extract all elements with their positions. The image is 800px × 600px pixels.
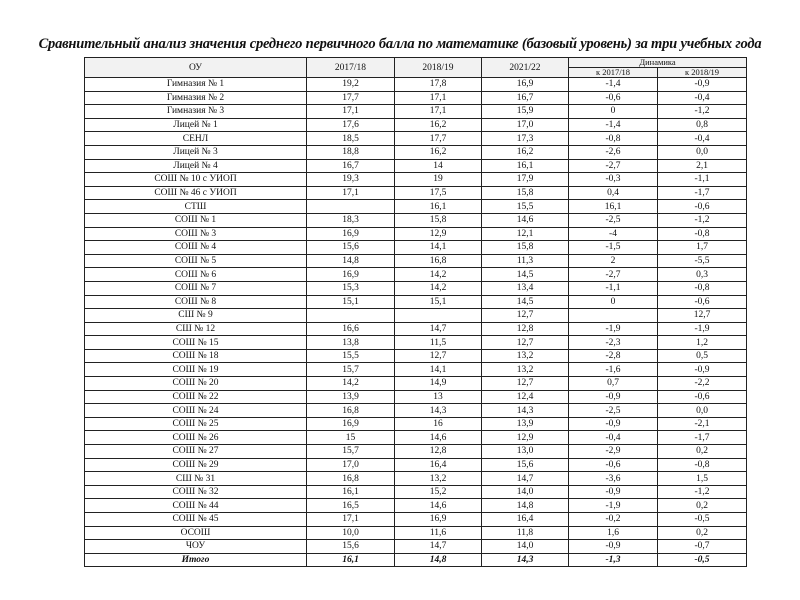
table-row — [85, 173, 747, 187]
dynamics-vs-2018-19-cell: 0,2 — [658, 445, 747, 459]
school-name-cell: СОШ № 27 — [85, 445, 307, 459]
score-2018-19-cell: 15,2 — [395, 485, 482, 499]
school-name-cell: СШ № 31 — [85, 472, 307, 486]
score-2021-22-cell: 14,5 — [482, 268, 569, 282]
score-2021-22-cell: 15,5 — [482, 200, 569, 214]
score-2021-22-cell: 14,6 — [482, 213, 569, 227]
score-2017-18-cell: 13,8 — [307, 336, 395, 350]
header-2021-22: 2021/22 — [482, 58, 569, 78]
score-2017-18-cell: 10,0 — [307, 526, 395, 540]
score-2021-22-cell: 14,7 — [482, 472, 569, 486]
score-2018-19-cell: 16,8 — [395, 254, 482, 268]
score-2017-18-cell: 15,7 — [307, 445, 395, 459]
table-row — [85, 349, 747, 363]
score-2021-22-cell: 13,4 — [482, 281, 569, 295]
score-2017-18-cell: 19,3 — [307, 173, 395, 187]
table-row — [85, 309, 747, 323]
score-2017-18-cell — [307, 200, 395, 214]
school-name-cell: СОШ № 1 — [85, 213, 307, 227]
score-2017-18-cell — [307, 309, 395, 323]
score-2017-18-cell: 16,9 — [307, 417, 395, 431]
header-2017-18: 2017/18 — [307, 58, 395, 78]
dynamics-vs-2018-19-cell: -0,6 — [658, 390, 747, 404]
dynamics-vs-2017-18-cell: -1,9 — [569, 499, 658, 513]
dynamics-vs-2017-18-cell: 0,7 — [569, 377, 658, 391]
score-2017-18-cell: 17,1 — [307, 513, 395, 527]
dynamics-vs-2018-19-cell: -0,8 — [658, 227, 747, 241]
school-name-cell: СОШ № 4 — [85, 241, 307, 255]
score-2021-22-cell: 14,0 — [482, 485, 569, 499]
dynamics-vs-2018-19-cell: 0,5 — [658, 349, 747, 363]
dynamics-vs-2018-19-cell: 0,3 — [658, 268, 747, 282]
table-row — [85, 241, 747, 255]
score-2018-19-cell: 13 — [395, 390, 482, 404]
score-2018-19-cell: 16 — [395, 417, 482, 431]
school-name-cell: Гимназия № 3 — [85, 105, 307, 119]
score-2021-22-cell: 16,7 — [482, 91, 569, 105]
dynamics-vs-2017-18-cell: -1,1 — [569, 281, 658, 295]
table-row — [85, 159, 747, 173]
score-2017-18-cell: 17,1 — [307, 186, 395, 200]
dynamics-vs-2017-18-cell: -1,5 — [569, 241, 658, 255]
dynamics-vs-2018-19-cell: 1,2 — [658, 336, 747, 350]
dynamics-vs-2017-18-cell: -3,6 — [569, 472, 658, 486]
score-2021-22-cell: 13,2 — [482, 363, 569, 377]
score-2021-22-cell: 16,4 — [482, 513, 569, 527]
score-2018-19-cell: 14,1 — [395, 241, 482, 255]
table-row — [85, 485, 747, 499]
table-row — [85, 200, 747, 214]
dynamics-vs-2017-18-cell: -2,5 — [569, 213, 658, 227]
table-row — [85, 91, 747, 105]
score-2021-22-cell: 14,8 — [482, 499, 569, 513]
score-2018-19-cell: 15,8 — [395, 213, 482, 227]
table-row — [85, 526, 747, 540]
score-2018-19-cell: 14,9 — [395, 377, 482, 391]
school-name-cell: СОШ № 7 — [85, 281, 307, 295]
table-body — [85, 78, 747, 567]
score-2017-18-cell: 15,6 — [307, 241, 395, 255]
score-2018-19-cell: 14,3 — [395, 404, 482, 418]
score-2021-22-cell: 12,4 — [482, 390, 569, 404]
score-2021-22-cell: 17,0 — [482, 118, 569, 132]
dynamics-vs-2018-19-cell: 1,5 — [658, 472, 747, 486]
score-2021-22-cell: 13,9 — [482, 417, 569, 431]
dynamics-vs-2018-19-cell: -5,5 — [658, 254, 747, 268]
dynamics-vs-2017-18-cell: -2,8 — [569, 349, 658, 363]
dynamics-vs-2017-18-cell: -0,9 — [569, 540, 658, 554]
school-name-cell: СШ № 9 — [85, 309, 307, 323]
score-2021-22-cell: 12,1 — [482, 227, 569, 241]
dynamics-vs-2017-18-cell: 0 — [569, 105, 658, 119]
score-2018-19-cell: 14,6 — [395, 499, 482, 513]
header-2018-19: 2018/19 — [395, 58, 482, 78]
table-row — [85, 472, 747, 486]
table-row — [85, 213, 747, 227]
score-2021-22-cell: 11,3 — [482, 254, 569, 268]
school-name-cell: СОШ № 45 — [85, 513, 307, 527]
score-2018-19-cell: 16,2 — [395, 118, 482, 132]
score-2018-19-cell: 14,7 — [395, 540, 482, 554]
score-2018-19-cell: 14 — [395, 159, 482, 173]
dynamics-vs-2018-19-cell: -1,2 — [658, 213, 747, 227]
table-row — [85, 132, 747, 146]
dynamics-vs-2017-18-cell: -2,7 — [569, 159, 658, 173]
dynamics-vs-2018-19-cell: -0,9 — [658, 363, 747, 377]
dynamics-vs-2017-18-cell: 0 — [569, 295, 658, 309]
school-name-cell: СОШ № 15 — [85, 336, 307, 350]
score-2021-22-cell: 13,0 — [482, 445, 569, 459]
dynamics-vs-2017-18-cell: 2 — [569, 254, 658, 268]
dynamics-vs-2017-18-cell: -2,9 — [569, 445, 658, 459]
score-2017-18-cell: 14,8 — [307, 254, 395, 268]
score-2021-22-cell: 14,5 — [482, 295, 569, 309]
dynamics-vs-2018-19-cell: 1,7 — [658, 241, 747, 255]
table-row — [85, 227, 747, 241]
score-2021-22-cell: 14,0 — [482, 540, 569, 554]
score-2017-18-cell: 16,6 — [307, 322, 395, 336]
school-name-cell: Гимназия № 1 — [85, 78, 307, 92]
table-row — [85, 445, 747, 459]
dynamics-vs-2017-18-cell: -1,4 — [569, 118, 658, 132]
table-row — [85, 105, 747, 119]
score-2018-19-cell: 15,1 — [395, 295, 482, 309]
dynamics-vs-2017-18-cell: -0,6 — [569, 458, 658, 472]
dynamics-vs-2017-18-cell — [569, 309, 658, 323]
school-name-cell: Лицей № 4 — [85, 159, 307, 173]
score-2017-18-cell: 18,8 — [307, 145, 395, 159]
dynamics-vs-2018-19-cell: -0,8 — [658, 281, 747, 295]
score-2017-18-cell: 17,6 — [307, 118, 395, 132]
dynamics-vs-2017-18-cell: 16,1 — [569, 200, 658, 214]
score-2017-18-cell: 17,0 — [307, 458, 395, 472]
school-name-cell: СОШ № 6 — [85, 268, 307, 282]
header-dynamics-vs-2018-19: к 2018/19 — [658, 68, 747, 78]
dynamics-vs-2018-19-cell: -1,2 — [658, 105, 747, 119]
score-2017-18-cell: 15,3 — [307, 281, 395, 295]
school-name-cell: СОШ № 8 — [85, 295, 307, 309]
score-2017-18-cell: 15,1 — [307, 295, 395, 309]
table-row — [85, 513, 747, 527]
score-2017-18-cell: 17,7 — [307, 91, 395, 105]
table-row — [85, 540, 747, 554]
score-2018-19-cell: 14,8 — [395, 553, 482, 567]
dynamics-vs-2017-18-cell: -0,2 — [569, 513, 658, 527]
dynamics-vs-2017-18-cell: 1,6 — [569, 526, 658, 540]
table-row — [85, 281, 747, 295]
score-2017-18-cell: 16,8 — [307, 404, 395, 418]
school-name-cell: Итого — [85, 553, 307, 567]
school-name-cell: СШ № 12 — [85, 322, 307, 336]
dynamics-vs-2017-18-cell: -0,4 — [569, 431, 658, 445]
score-2021-22-cell: 12,7 — [482, 377, 569, 391]
score-2018-19-cell: 17,1 — [395, 91, 482, 105]
score-2018-19-cell: 13,2 — [395, 472, 482, 486]
score-2018-19-cell: 16,9 — [395, 513, 482, 527]
dynamics-vs-2018-19-cell: -0,6 — [658, 200, 747, 214]
table-row — [85, 254, 747, 268]
score-2018-19-cell: 16,2 — [395, 145, 482, 159]
school-name-cell: Лицей № 3 — [85, 145, 307, 159]
dynamics-vs-2018-19-cell: 0,0 — [658, 145, 747, 159]
school-name-cell: СОШ № 44 — [85, 499, 307, 513]
dynamics-vs-2017-18-cell: -4 — [569, 227, 658, 241]
dynamics-vs-2018-19-cell: 0,8 — [658, 118, 747, 132]
table-row — [85, 458, 747, 472]
score-2021-22-cell: 15,9 — [482, 105, 569, 119]
dynamics-vs-2017-18-cell: -2,5 — [569, 404, 658, 418]
score-2021-22-cell: 16,9 — [482, 78, 569, 92]
score-2021-22-cell: 12,9 — [482, 431, 569, 445]
school-name-cell: СТШ — [85, 200, 307, 214]
score-2021-22-cell: 15,8 — [482, 241, 569, 255]
score-2021-22-cell: 13,2 — [482, 349, 569, 363]
dynamics-vs-2018-19-cell: -0,6 — [658, 295, 747, 309]
dynamics-vs-2018-19-cell: 12,7 — [658, 309, 747, 323]
score-2017-18-cell: 18,3 — [307, 213, 395, 227]
school-name-cell: СЕНЛ — [85, 132, 307, 146]
school-name-cell: СОШ № 26 — [85, 431, 307, 445]
score-2018-19-cell: 14,1 — [395, 363, 482, 377]
dynamics-vs-2017-18-cell: -2,6 — [569, 145, 658, 159]
table-row — [85, 322, 747, 336]
school-name-cell: СОШ № 25 — [85, 417, 307, 431]
dynamics-vs-2018-19-cell: -1,9 — [658, 322, 747, 336]
school-name-cell: СОШ № 22 — [85, 390, 307, 404]
total-row — [85, 553, 747, 567]
score-2017-18-cell: 15,5 — [307, 349, 395, 363]
score-2021-22-cell: 12,7 — [482, 336, 569, 350]
score-2017-18-cell: 15,6 — [307, 540, 395, 554]
score-2021-22-cell: 17,3 — [482, 132, 569, 146]
school-name-cell: СОШ № 10 с УИОП — [85, 173, 307, 187]
score-2021-22-cell: 17,9 — [482, 173, 569, 187]
table-row — [85, 336, 747, 350]
school-name-cell: СОШ № 32 — [85, 485, 307, 499]
dynamics-vs-2018-19-cell: -0,9 — [658, 78, 747, 92]
dynamics-vs-2018-19-cell: -0,4 — [658, 91, 747, 105]
score-2021-22-cell: 15,8 — [482, 186, 569, 200]
school-name-cell: СОШ № 5 — [85, 254, 307, 268]
dynamics-vs-2018-19-cell: -1,1 — [658, 173, 747, 187]
score-2017-18-cell: 16,9 — [307, 268, 395, 282]
score-2018-19-cell: 17,8 — [395, 78, 482, 92]
table-row — [85, 268, 747, 282]
table-row — [85, 145, 747, 159]
score-2017-18-cell: 17,1 — [307, 105, 395, 119]
score-2021-22-cell: 16,1 — [482, 159, 569, 173]
score-2018-19-cell: 11,5 — [395, 336, 482, 350]
dynamics-vs-2018-19-cell: -1,7 — [658, 431, 747, 445]
score-2017-18-cell: 19,2 — [307, 78, 395, 92]
school-name-cell: ОСОШ — [85, 526, 307, 540]
table-row — [85, 78, 747, 92]
score-2017-18-cell: 16,7 — [307, 159, 395, 173]
school-name-cell: Гимназия № 2 — [85, 91, 307, 105]
table-row — [85, 499, 747, 513]
dynamics-vs-2018-19-cell: -0,5 — [658, 553, 747, 567]
dynamics-vs-2018-19-cell: -0,4 — [658, 132, 747, 146]
school-name-cell: СОШ № 19 — [85, 363, 307, 377]
dynamics-vs-2017-18-cell: -0,6 — [569, 91, 658, 105]
score-2018-19-cell: 14,2 — [395, 268, 482, 282]
dynamics-vs-2017-18-cell: -0,8 — [569, 132, 658, 146]
dynamics-vs-2018-19-cell: -1,2 — [658, 485, 747, 499]
score-2021-22-cell: 12,8 — [482, 322, 569, 336]
score-2017-18-cell: 15,7 — [307, 363, 395, 377]
dynamics-vs-2018-19-cell: -1,7 — [658, 186, 747, 200]
dynamics-vs-2017-18-cell: -2,7 — [569, 268, 658, 282]
score-2017-18-cell: 18,5 — [307, 132, 395, 146]
score-2018-19-cell: 16,1 — [395, 200, 482, 214]
school-name-cell: Лицей № 1 — [85, 118, 307, 132]
school-name-cell: СОШ № 46 с УИОП — [85, 186, 307, 200]
dynamics-vs-2018-19-cell: -0,8 — [658, 458, 747, 472]
score-2018-19-cell: 12,8 — [395, 445, 482, 459]
score-2018-19-cell: 17,7 — [395, 132, 482, 146]
score-2018-19-cell: 14,6 — [395, 431, 482, 445]
score-2021-22-cell: 14,3 — [482, 553, 569, 567]
school-name-cell: СОШ № 24 — [85, 404, 307, 418]
table-row — [85, 417, 747, 431]
school-name-cell: СОШ № 20 — [85, 377, 307, 391]
score-2017-18-cell: 15 — [307, 431, 395, 445]
score-2018-19-cell: 14,7 — [395, 322, 482, 336]
dynamics-vs-2017-18-cell: -0,3 — [569, 173, 658, 187]
score-2018-19-cell: 17,5 — [395, 186, 482, 200]
dynamics-vs-2018-19-cell: 0,2 — [658, 499, 747, 513]
score-2017-18-cell: 16,9 — [307, 227, 395, 241]
dynamics-vs-2018-19-cell: -0,5 — [658, 513, 747, 527]
school-name-cell: ЧОУ — [85, 540, 307, 554]
school-name-cell: СОШ № 18 — [85, 349, 307, 363]
score-2017-18-cell: 16,1 — [307, 553, 395, 567]
table-row — [85, 377, 747, 391]
dynamics-vs-2017-18-cell: -1,9 — [569, 322, 658, 336]
table-row — [85, 404, 747, 418]
table-row — [85, 390, 747, 404]
table-row — [85, 295, 747, 309]
dynamics-vs-2017-18-cell: -1,6 — [569, 363, 658, 377]
score-2017-18-cell: 16,5 — [307, 499, 395, 513]
score-2017-18-cell: 16,1 — [307, 485, 395, 499]
score-2021-22-cell: 11,8 — [482, 526, 569, 540]
score-2018-19-cell: 12,9 — [395, 227, 482, 241]
dynamics-vs-2018-19-cell: -0,7 — [658, 540, 747, 554]
score-2021-22-cell: 15,6 — [482, 458, 569, 472]
table-row — [85, 363, 747, 377]
dynamics-vs-2018-19-cell: -2,2 — [658, 377, 747, 391]
header-dynamics-vs-2017-18: к 2017/18 — [569, 68, 658, 78]
dynamics-vs-2017-18-cell: -0,9 — [569, 390, 658, 404]
document-title: Сравнительный анализ значения среднего первичного балла по математике (базовый уровень) за три учебных года — [38, 36, 762, 52]
dynamics-vs-2017-18-cell: -1,3 — [569, 553, 658, 567]
score-2021-22-cell: 12,7 — [482, 309, 569, 323]
dynamics-vs-2018-19-cell: 0,0 — [658, 404, 747, 418]
header-dynamics: Динамика — [569, 58, 747, 68]
score-2018-19-cell: 11,6 — [395, 526, 482, 540]
score-2017-18-cell: 13,9 — [307, 390, 395, 404]
header-ou: ОУ — [85, 58, 307, 78]
score-2021-22-cell: 14,3 — [482, 404, 569, 418]
table-row — [85, 186, 747, 200]
dynamics-vs-2018-19-cell: -2,1 — [658, 417, 747, 431]
score-2018-19-cell: 12,7 — [395, 349, 482, 363]
dynamics-vs-2017-18-cell: -0,9 — [569, 417, 658, 431]
dynamics-vs-2018-19-cell: 0,2 — [658, 526, 747, 540]
table-row — [85, 118, 747, 132]
comparison-table — [84, 57, 747, 567]
dynamics-vs-2017-18-cell: -1,4 — [569, 78, 658, 92]
school-name-cell: СОШ № 3 — [85, 227, 307, 241]
dynamics-vs-2017-18-cell: -0,9 — [569, 485, 658, 499]
score-2017-18-cell: 14,2 — [307, 377, 395, 391]
score-2018-19-cell: 17,1 — [395, 105, 482, 119]
school-name-cell: СОШ № 29 — [85, 458, 307, 472]
score-2018-19-cell — [395, 309, 482, 323]
dynamics-vs-2018-19-cell: 2,1 — [658, 159, 747, 173]
score-2018-19-cell: 16,4 — [395, 458, 482, 472]
score-2018-19-cell: 19 — [395, 173, 482, 187]
score-2017-18-cell: 16,8 — [307, 472, 395, 486]
dynamics-vs-2017-18-cell: -2,3 — [569, 336, 658, 350]
score-2021-22-cell: 16,2 — [482, 145, 569, 159]
dynamics-vs-2017-18-cell: 0,4 — [569, 186, 658, 200]
table-row — [85, 431, 747, 445]
score-2018-19-cell: 14,2 — [395, 281, 482, 295]
